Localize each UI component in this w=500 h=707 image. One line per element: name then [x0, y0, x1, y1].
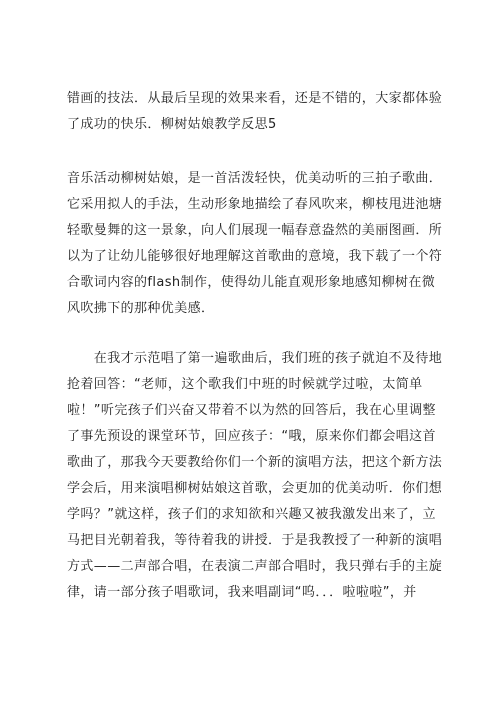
text-line: 在我才示范唱了第一遍歌曲后，我们班的孩子就迫不及待地	[67, 351, 443, 366]
text-line: 学会后，用来演唱柳树姑娘这首歌，会更加的优美动听．你们想	[67, 481, 443, 496]
text-line: 合歌词内容的flash制作，使得幼儿能直观形象地感知柳树在微	[67, 275, 436, 290]
text-line: 了成功的快乐．柳树姑娘教学反思5	[67, 117, 277, 132]
text-line: 它采用拟人的手法，生动形象地描绘了春风吹来，柳枝甩进池塘	[67, 197, 443, 212]
paragraph-2	[67, 166, 447, 322]
paragraph-1	[67, 86, 447, 138]
paragraph-3	[67, 346, 447, 606]
text-line: 了事先预设的课堂环节，回应孩子：“哦，原来你们都会唱这首	[67, 429, 436, 444]
text-line: 歌曲了，那我今天要教给你们一个新的演唱方法，把这个新方法	[67, 455, 443, 470]
text-line: 啦！”听完孩子们兴奋又带着不以为然的回答后，我在心里调整	[67, 403, 436, 418]
text-line: 以为了让幼儿能够很好地理解这首歌曲的意境，我下载了一个符	[67, 249, 443, 264]
text-line: 律，请一部分孩子唱歌词，我来唱副词“呜．．．啦啦啦”，并	[67, 585, 417, 600]
text-line: 抢着回答：“老师，这个歌我们中班的时候就学过啦，太简单	[67, 377, 423, 392]
text-line: 错画的技法．从最后呈现的效果来看，还是不错的，大家都体验	[67, 91, 443, 106]
text-line: 学吗？”就这样，孩子们的求知欲和兴趣又被我激发出来了，立	[67, 507, 436, 522]
text-line: 风吹拂下的那种优美感．	[67, 301, 215, 316]
text-line: 音乐活动柳树姑娘，是一首活泼轻快，优美动听的三拍子歌曲．	[67, 171, 443, 186]
text-line: 马把目光朝着我，等待着我的讲授．于是我教授了一种新的演唱	[67, 533, 443, 548]
text-line: 轻歌曼舞的这一景象，向人们展现一幅春意盎然的美丽图画．所	[67, 223, 443, 238]
text-line: 方式——二声部合唱，在表演二声部合唱时，我只弹右手的主旋	[67, 559, 443, 574]
